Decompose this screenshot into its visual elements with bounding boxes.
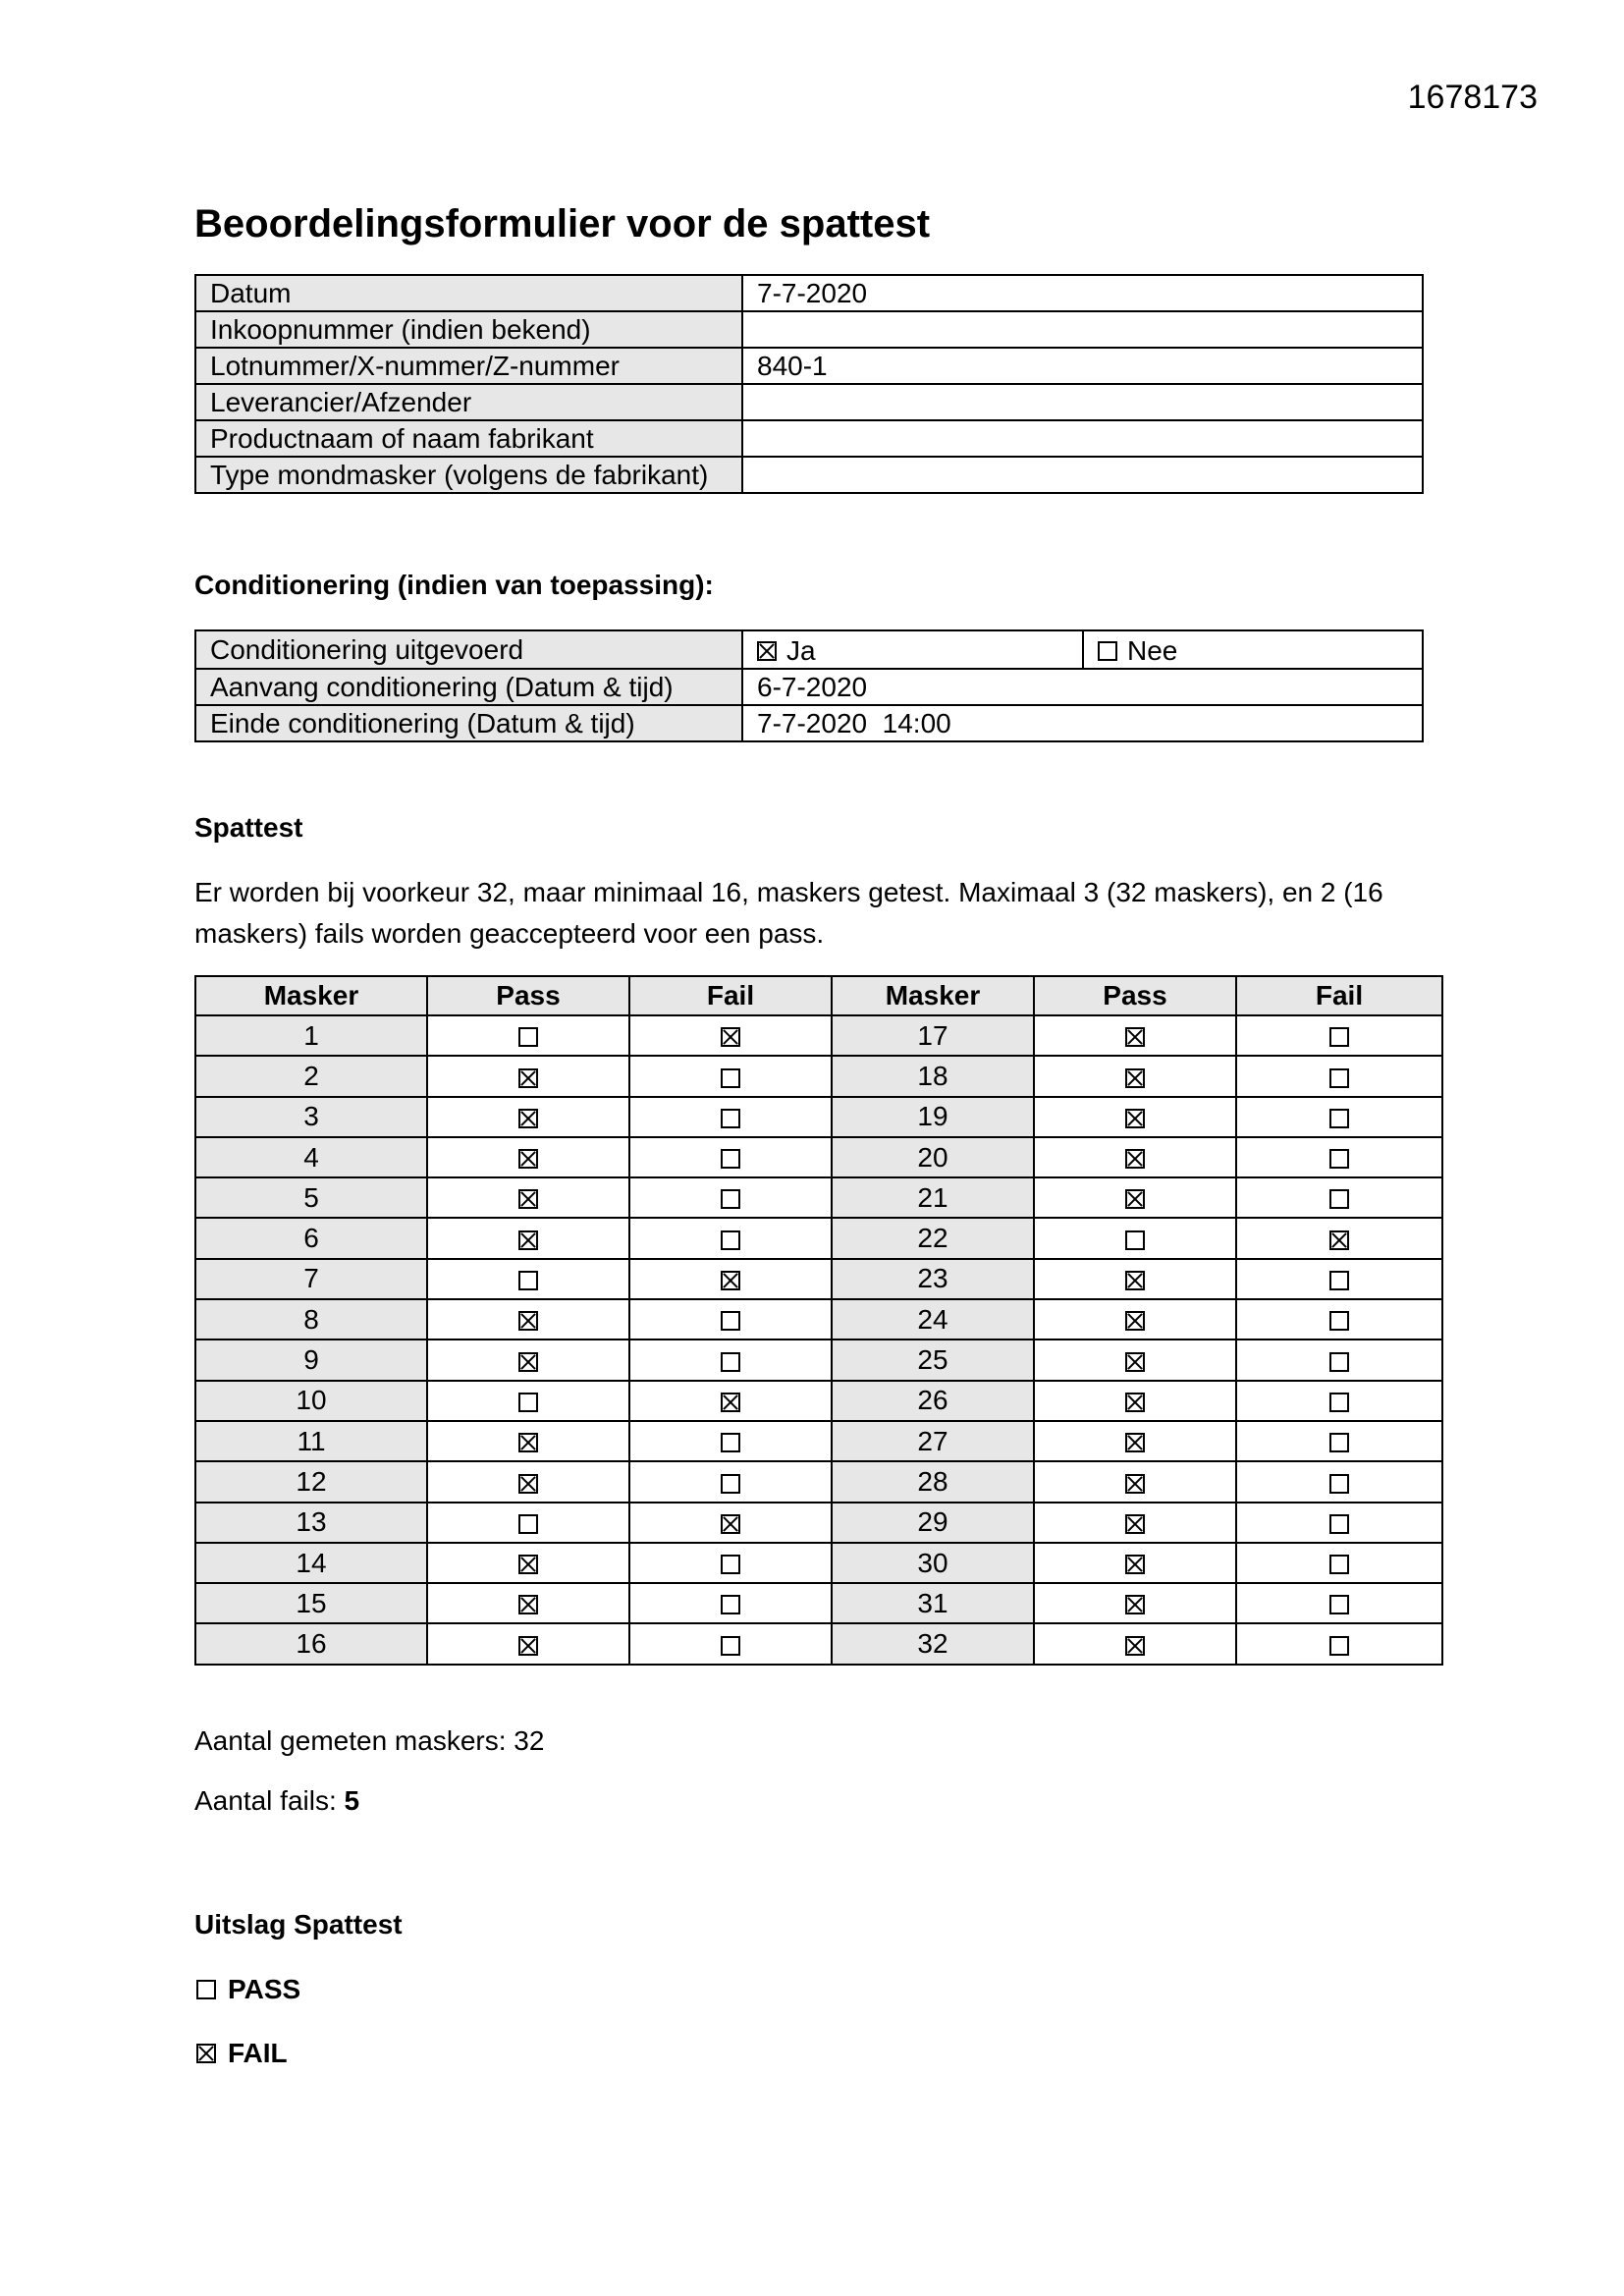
pass-checkbox[interactable] bbox=[518, 1271, 538, 1290]
pass-cell bbox=[427, 1097, 629, 1137]
pass-checkbox[interactable] bbox=[1125, 1230, 1145, 1250]
info-label: Productnaam of naam fabrikant bbox=[195, 420, 742, 457]
measured-value: 32 bbox=[514, 1725, 545, 1756]
mask-number: 12 bbox=[195, 1461, 427, 1502]
fail-checkbox[interactable] bbox=[721, 1514, 740, 1534]
fails-count bbox=[194, 1785, 359, 1817]
pass-checkbox[interactable] bbox=[518, 1068, 538, 1088]
table-row bbox=[195, 1299, 1442, 1339]
fail-checkbox[interactable] bbox=[1329, 1189, 1349, 1209]
fails-label: Aantal fails: bbox=[194, 1785, 345, 1816]
pass-cell bbox=[427, 1177, 629, 1218]
pass-checkbox[interactable] bbox=[1125, 1474, 1145, 1494]
fail-checkbox[interactable] bbox=[1329, 1433, 1349, 1452]
pass-cell bbox=[427, 1503, 629, 1543]
conditioning-table bbox=[194, 629, 1424, 742]
fails-value: 5 bbox=[344, 1785, 360, 1816]
fail-cell bbox=[629, 1583, 832, 1623]
fail-checkbox[interactable] bbox=[721, 1189, 740, 1209]
fail-checkbox[interactable] bbox=[721, 1555, 740, 1574]
pass-cell bbox=[1034, 1299, 1236, 1339]
pass-checkbox[interactable] bbox=[1125, 1595, 1145, 1614]
pass-checkbox[interactable] bbox=[518, 1311, 538, 1331]
mask-number: 5 bbox=[195, 1177, 427, 1218]
fail-checkbox[interactable] bbox=[1329, 1595, 1349, 1614]
pass-checkbox[interactable] bbox=[1125, 1068, 1145, 1088]
fail-cell bbox=[1236, 1503, 1442, 1543]
pass-cell bbox=[427, 1339, 629, 1380]
column-header: Fail bbox=[1236, 976, 1442, 1015]
info-row bbox=[195, 311, 1423, 348]
info-row bbox=[195, 348, 1423, 384]
table-row bbox=[195, 1259, 1442, 1299]
info-label: Leverancier/Afzender bbox=[195, 384, 742, 420]
mask-number: 22 bbox=[832, 1218, 1034, 1258]
info-table bbox=[194, 274, 1424, 494]
fail-cell bbox=[1236, 1218, 1442, 1258]
info-row bbox=[195, 420, 1423, 457]
fail-cell bbox=[629, 1543, 832, 1583]
mask-number: 16 bbox=[195, 1623, 427, 1664]
table-row bbox=[195, 1177, 1442, 1218]
pass-cell bbox=[427, 1543, 629, 1583]
mask-number: 13 bbox=[195, 1503, 427, 1543]
conditioning-start-row bbox=[195, 669, 1423, 705]
pass-cell bbox=[427, 1218, 629, 1258]
yes-checkbox[interactable] bbox=[757, 641, 777, 661]
pass-cell bbox=[1034, 1503, 1236, 1543]
no-checkbox[interactable] bbox=[1098, 641, 1117, 661]
conditioning-start-label: Aanvang conditionering (Datum & tijd) bbox=[195, 669, 742, 705]
pass-checkbox[interactable] bbox=[518, 1230, 538, 1250]
fail-checkbox[interactable] bbox=[721, 1352, 740, 1372]
mask-number: 19 bbox=[832, 1097, 1034, 1137]
pass-cell bbox=[427, 1421, 629, 1461]
pass-label: PASS bbox=[228, 1974, 301, 2004]
table-row bbox=[195, 1381, 1442, 1421]
fail-checkbox[interactable] bbox=[721, 1149, 740, 1169]
mask-number: 3 bbox=[195, 1097, 427, 1137]
fail-cell bbox=[629, 1137, 832, 1177]
spattest-description: Er worden bij voorkeur 32, maar minimaal 16, maskers getest. Maximaal 3 (32 maskers), en 2 (16 maskers) fails worden geaccepteerd voor een pass. bbox=[194, 877, 1383, 949]
result-heading: Uitslag Spattest bbox=[194, 1909, 403, 1940]
yes-label: Ja bbox=[786, 635, 816, 667]
pass-checkbox[interactable] bbox=[1125, 1311, 1145, 1331]
pass-cell bbox=[1034, 1056, 1236, 1096]
fail-cell bbox=[629, 1339, 832, 1380]
fail-cell bbox=[629, 1218, 832, 1258]
mask-number: 10 bbox=[195, 1381, 427, 1421]
column-header: Masker bbox=[832, 976, 1034, 1015]
fail-cell bbox=[629, 1381, 832, 1421]
fail-cell bbox=[629, 1056, 832, 1096]
column-header: Pass bbox=[427, 976, 629, 1015]
mask-number: 15 bbox=[195, 1583, 427, 1623]
mask-number: 18 bbox=[832, 1056, 1034, 1096]
fail-checkbox[interactable] bbox=[721, 1595, 740, 1614]
fail-cell bbox=[629, 1015, 832, 1056]
fail-checkbox[interactable] bbox=[1329, 1149, 1349, 1169]
conditioning-end-row bbox=[195, 705, 1423, 741]
fail-cell bbox=[1236, 1056, 1442, 1096]
pass-checkbox[interactable] bbox=[518, 1393, 538, 1412]
fail-cell bbox=[1236, 1381, 1442, 1421]
fail-label: FAIL bbox=[228, 2038, 288, 2068]
fail-cell bbox=[1236, 1623, 1442, 1664]
fail-checkbox[interactable] bbox=[721, 1433, 740, 1452]
conditioning-yes-option[interactable] bbox=[742, 630, 1083, 669]
mask-number: 6 bbox=[195, 1218, 427, 1258]
fail-cell bbox=[1236, 1543, 1442, 1583]
pass-cell bbox=[427, 1583, 629, 1623]
result-pass-option[interactable] bbox=[196, 1974, 300, 2005]
fail-cell bbox=[1236, 1461, 1442, 1502]
fail-checkbox[interactable] bbox=[721, 1068, 740, 1088]
table-row bbox=[195, 1097, 1442, 1137]
pass-checkbox[interactable] bbox=[1125, 1109, 1145, 1128]
fail-checkbox[interactable] bbox=[721, 1230, 740, 1250]
pass-cell bbox=[427, 1259, 629, 1299]
pass-cell bbox=[1034, 1218, 1236, 1258]
mask-number: 20 bbox=[832, 1137, 1034, 1177]
fail-cell bbox=[629, 1097, 832, 1137]
page-title: Beoordelingsformulier voor de spattest bbox=[194, 202, 931, 246]
pass-cell bbox=[1034, 1177, 1236, 1218]
pass-checkbox[interactable] bbox=[518, 1555, 538, 1574]
pass-cell bbox=[1034, 1421, 1236, 1461]
fail-cell bbox=[1236, 1137, 1442, 1177]
pass-cell bbox=[427, 1137, 629, 1177]
fail-checkbox[interactable] bbox=[721, 1109, 740, 1128]
table-row bbox=[195, 1218, 1442, 1258]
mask-number: 17 bbox=[832, 1015, 1034, 1056]
fail-checkbox[interactable] bbox=[1329, 1311, 1349, 1331]
pass-cell bbox=[1034, 1015, 1236, 1056]
pass-checkbox[interactable] bbox=[1125, 1514, 1145, 1534]
fail-checkbox[interactable] bbox=[1329, 1271, 1349, 1290]
fail-cell bbox=[629, 1503, 832, 1543]
measured-count bbox=[194, 1725, 544, 1757]
fail-cell bbox=[1236, 1259, 1442, 1299]
pass-checkbox[interactable] bbox=[1125, 1189, 1145, 1209]
fail-checkbox[interactable] bbox=[1329, 1230, 1349, 1250]
pass-cell bbox=[1034, 1137, 1236, 1177]
spattest-heading: Spattest bbox=[194, 812, 303, 843]
fail-cell bbox=[629, 1461, 832, 1502]
conditioning-no-option[interactable] bbox=[1083, 630, 1423, 669]
fail-cell bbox=[1236, 1097, 1442, 1137]
info-label: Inkoopnummer (indien bekend) bbox=[195, 311, 742, 348]
fail-checkbox[interactable] bbox=[1329, 1474, 1349, 1494]
table-row bbox=[195, 1339, 1442, 1380]
pass-checkbox[interactable] bbox=[518, 1595, 538, 1614]
conditioning-start-value: 6-7-2020 bbox=[742, 669, 1423, 705]
pass-cell bbox=[1034, 1259, 1236, 1299]
document-id: 1678173 bbox=[1407, 79, 1538, 116]
info-row bbox=[195, 275, 1423, 311]
pass-cell bbox=[427, 1623, 629, 1664]
fail-checkbox[interactable] bbox=[721, 1027, 740, 1047]
fail-checkbox[interactable] bbox=[1329, 1027, 1349, 1047]
mask-number: 28 bbox=[832, 1461, 1034, 1502]
table-row bbox=[195, 1503, 1442, 1543]
pass-checkbox[interactable] bbox=[1125, 1393, 1145, 1412]
conditioning-performed-row bbox=[195, 630, 1423, 669]
fail-cell bbox=[629, 1421, 832, 1461]
info-label: Lotnummer/X-nummer/Z-nummer bbox=[195, 348, 742, 384]
mask-number: 25 bbox=[832, 1339, 1034, 1380]
conditioning-end-label: Einde conditionering (Datum & tijd) bbox=[195, 705, 742, 741]
pass-checkbox[interactable] bbox=[518, 1433, 538, 1452]
fail-checkbox[interactable] bbox=[1329, 1555, 1349, 1574]
mask-number: 4 bbox=[195, 1137, 427, 1177]
pass-checkbox[interactable] bbox=[1125, 1433, 1145, 1452]
pass-checkbox[interactable] bbox=[518, 1352, 538, 1372]
mask-number: 9 bbox=[195, 1339, 427, 1380]
pass-checkbox[interactable] bbox=[1125, 1352, 1145, 1372]
fail-checkbox[interactable] bbox=[721, 1474, 740, 1494]
mask-number: 1 bbox=[195, 1015, 427, 1056]
pass-cell bbox=[1034, 1623, 1236, 1664]
fail-checkbox[interactable] bbox=[196, 2044, 216, 2063]
column-header: Fail bbox=[629, 976, 832, 1015]
mask-number: 21 bbox=[832, 1177, 1034, 1218]
table-row bbox=[195, 1623, 1442, 1664]
pass-checkbox[interactable] bbox=[1125, 1271, 1145, 1290]
table-row bbox=[195, 1583, 1442, 1623]
fail-checkbox[interactable] bbox=[721, 1636, 740, 1656]
pass-cell bbox=[1034, 1461, 1236, 1502]
table-row bbox=[195, 1543, 1442, 1583]
conditioning-heading: Conditionering (indien van toepassing): bbox=[194, 570, 714, 600]
pass-checkbox[interactable] bbox=[518, 1189, 538, 1209]
fail-cell bbox=[1236, 1583, 1442, 1623]
pass-checkbox[interactable] bbox=[1125, 1149, 1145, 1169]
column-header: Masker bbox=[195, 976, 427, 1015]
pass-cell bbox=[1034, 1543, 1236, 1583]
mask-number: 7 bbox=[195, 1259, 427, 1299]
fail-checkbox[interactable] bbox=[1329, 1514, 1349, 1534]
mask-number: 30 bbox=[832, 1543, 1034, 1583]
pass-cell bbox=[427, 1056, 629, 1096]
fail-checkbox[interactable] bbox=[1329, 1352, 1349, 1372]
fail-cell bbox=[1236, 1177, 1442, 1218]
info-label: Type mondmasker (volgens de fabrikant) bbox=[195, 457, 742, 493]
fail-checkbox[interactable] bbox=[1329, 1393, 1349, 1412]
info-value bbox=[742, 384, 1423, 420]
mask-number: 23 bbox=[832, 1259, 1034, 1299]
mask-number: 26 bbox=[832, 1381, 1034, 1421]
fail-cell bbox=[629, 1259, 832, 1299]
no-label: Nee bbox=[1127, 635, 1178, 667]
mask-number: 2 bbox=[195, 1056, 427, 1096]
pass-cell bbox=[1034, 1381, 1236, 1421]
table-row bbox=[195, 1137, 1442, 1177]
info-value bbox=[742, 457, 1423, 493]
pass-cell bbox=[427, 1299, 629, 1339]
info-row bbox=[195, 384, 1423, 420]
info-value: 7-7-2020 bbox=[742, 275, 1423, 311]
mask-number: 8 bbox=[195, 1299, 427, 1339]
mask-number: 24 bbox=[832, 1299, 1034, 1339]
info-value bbox=[742, 420, 1423, 457]
fail-checkbox[interactable] bbox=[1329, 1109, 1349, 1128]
result-fail-option[interactable] bbox=[196, 2038, 288, 2069]
table-row bbox=[195, 1015, 1442, 1056]
masks-table bbox=[194, 975, 1443, 1666]
pass-checkbox[interactable] bbox=[518, 1149, 538, 1169]
info-value: 840-1 bbox=[742, 348, 1423, 384]
pass-checkbox[interactable] bbox=[196, 1980, 216, 1999]
fail-checkbox[interactable] bbox=[1329, 1068, 1349, 1088]
fail-cell bbox=[1236, 1015, 1442, 1056]
pass-cell bbox=[427, 1461, 629, 1502]
pass-checkbox[interactable] bbox=[518, 1636, 538, 1656]
fail-checkbox[interactable] bbox=[721, 1271, 740, 1290]
fail-checkbox[interactable] bbox=[721, 1393, 740, 1412]
mask-number: 31 bbox=[832, 1583, 1034, 1623]
fail-cell bbox=[629, 1177, 832, 1218]
pass-cell bbox=[427, 1381, 629, 1421]
fail-cell bbox=[1236, 1339, 1442, 1380]
table-row bbox=[195, 1461, 1442, 1502]
conditioning-performed-label: Conditionering uitgevoerd bbox=[195, 630, 742, 669]
conditioning-end-value: 7-7-2020 14:00 bbox=[742, 705, 1423, 741]
fail-cell bbox=[629, 1299, 832, 1339]
fail-cell bbox=[1236, 1421, 1442, 1461]
fail-checkbox[interactable] bbox=[721, 1311, 740, 1331]
pass-checkbox[interactable] bbox=[518, 1514, 538, 1534]
masks-table-header bbox=[195, 976, 1442, 1015]
mask-number: 14 bbox=[195, 1543, 427, 1583]
fail-cell bbox=[629, 1623, 832, 1664]
pass-checkbox[interactable] bbox=[518, 1109, 538, 1128]
measured-label: Aantal gemeten maskers: bbox=[194, 1725, 514, 1756]
pass-checkbox[interactable] bbox=[1125, 1636, 1145, 1656]
pass-checkbox[interactable] bbox=[518, 1027, 538, 1047]
info-value bbox=[742, 311, 1423, 348]
table-row bbox=[195, 1056, 1442, 1096]
pass-cell bbox=[1034, 1583, 1236, 1623]
pass-checkbox[interactable] bbox=[1125, 1555, 1145, 1574]
info-label: Datum bbox=[195, 275, 742, 311]
fail-cell bbox=[1236, 1299, 1442, 1339]
mask-number: 29 bbox=[832, 1503, 1034, 1543]
pass-cell bbox=[427, 1015, 629, 1056]
info-row bbox=[195, 457, 1423, 493]
fail-checkbox[interactable] bbox=[1329, 1636, 1349, 1656]
column-header: Pass bbox=[1034, 976, 1236, 1015]
pass-cell bbox=[1034, 1339, 1236, 1380]
pass-cell bbox=[1034, 1097, 1236, 1137]
pass-checkbox[interactable] bbox=[518, 1474, 538, 1494]
table-row bbox=[195, 1421, 1442, 1461]
pass-checkbox[interactable] bbox=[1125, 1027, 1145, 1047]
mask-number: 27 bbox=[832, 1421, 1034, 1461]
mask-number: 32 bbox=[832, 1623, 1034, 1664]
mask-number: 11 bbox=[195, 1421, 427, 1461]
